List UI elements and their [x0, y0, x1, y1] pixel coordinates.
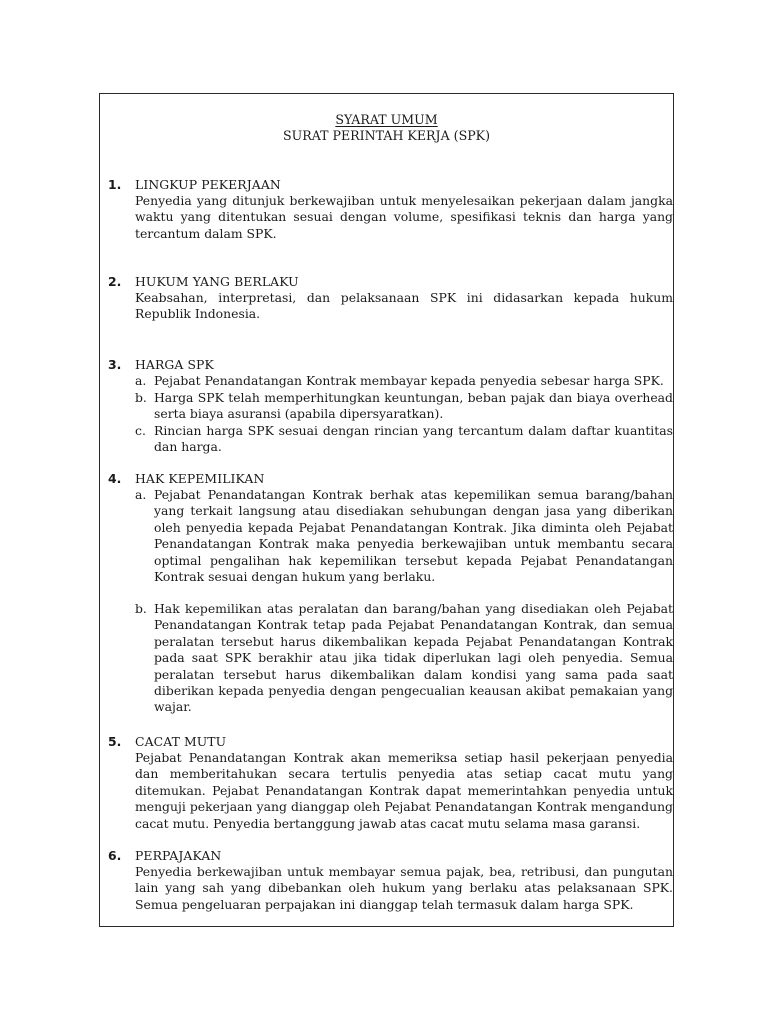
list-item-text: Rincian harga SPK sesuai dengan rincian yang tercantum dalam daftar kuantitas dan harga.	[154, 423, 673, 455]
list-item	[135, 390, 673, 423]
list-marker: c.	[135, 423, 146, 438]
section-title: PERPAJAKAN	[135, 848, 222, 863]
list-marker: b.	[135, 601, 147, 616]
list-item	[135, 487, 673, 585]
section-title: HARGA SPK	[135, 357, 214, 372]
document-header	[100, 112, 673, 144]
section-number: 4.	[108, 471, 122, 486]
document-page	[99, 93, 674, 927]
list-item	[135, 373, 673, 389]
section-paragraph: Penyedia berkewajiban untuk membayar semua pajak, bea, retribusi, dan pungutan lain yang sah yang dibebankan oleh hukum yang berlaku atas pelaksanaan SPK. Semua pengeluaran perpajakan ini dianggap telah termasuk dalam harga SPK.	[135, 864, 673, 912]
list-item-text: Hak kepemilikan atas peralatan dan barang/bahan yang disediakan oleh Pejabat Penandatangan Kontrak tetap pada Pejabat Penandatangan Kontrak, dan semua peralatan tersebut harus dikembalikan kepada Pejabat Penandatangan Kontrak pada saat SPK berakhir atau jika tidak diperlukan lagi oleh penyedia. Semua peralatan tersebut harus dikembalikan dalam kondisi yang sama pada saat diberikan kepada penyedia dengan pengecualian keausan akibat pemakaian yang wajar.	[154, 601, 673, 715]
list-marker: a.	[135, 373, 147, 388]
list-item-text: Harga SPK telah memperhitungkan keuntungan, beban pajak dan biaya overhead serta biaya asuransi (apabila dipersyaratkan).	[154, 390, 673, 422]
section-paragraph: Penyedia yang ditunjuk berkewajiban untuk menyelesaikan pekerjaan dalam jangka waktu yang ditentukan sesuai dengan volume, spesifikasi teknis dan harga yang tercantum dalam SPK.	[135, 193, 673, 241]
list-marker: a.	[135, 487, 147, 502]
section-title: LINGKUP PEKERJAAN	[135, 177, 281, 192]
section-paragraph: Pejabat Penandatangan Kontrak akan memeriksa setiap hasil pekerjaan penyedia dan memberitahukan secara tertulis penyedia atas setiap cacat mutu yang ditemukan. Pejabat Penandatangan Kontrak dapat memerintahkan penyedia untuk menguji pekerjaan yang dianggap oleh Pejabat Penandatangan Kontrak mengandung cacat mutu. Penyedia bertanggung jawab atas cacat mutu selama masa garansi.	[135, 750, 673, 831]
section-paragraph: Keabsahan, interpretasi, dan pelaksanaan SPK ini didasarkan kepada hukum Republik Indonesia.	[135, 290, 673, 322]
list-item-text: Pejabat Penandatangan Kontrak membayar kepada penyedia sebesar harga SPK.	[154, 373, 664, 388]
list-item	[135, 423, 673, 456]
list-item-text: Pejabat Penandatangan Kontrak berhak atas kepemilikan semua barang/bahan yang terkait langsung atau disediakan sehubungan dengan jasa yang diberikan oleh penyedia kepada Pejabat Penandatangan Kontrak. Jika diminta oleh Pejabat Penandatangan Kontrak maka penyedia berkewajiban untuk membantu secara optimal pengalihan hak kepemilikan tersebut kepada Pejabat Penandatangan Kontrak sesuai dengan hukum yang berlaku.	[154, 487, 673, 585]
list-marker: b.	[135, 390, 147, 405]
section-number: 3.	[108, 357, 122, 372]
section-title: HAK KEPEMILIKAN	[135, 471, 265, 486]
section-number: 6.	[108, 848, 122, 863]
section-number: 1.	[108, 177, 122, 192]
section-number: 5.	[108, 734, 122, 749]
list-item	[135, 601, 673, 716]
document-title: SYARAT UMUM	[335, 112, 438, 127]
section-title: CACAT MUTU	[135, 734, 227, 749]
section-number: 2.	[108, 274, 122, 289]
section-title: HUKUM YANG BERLAKU	[135, 274, 299, 289]
document-subtitle: SURAT PERINTAH KERJA (SPK)	[282, 128, 491, 143]
